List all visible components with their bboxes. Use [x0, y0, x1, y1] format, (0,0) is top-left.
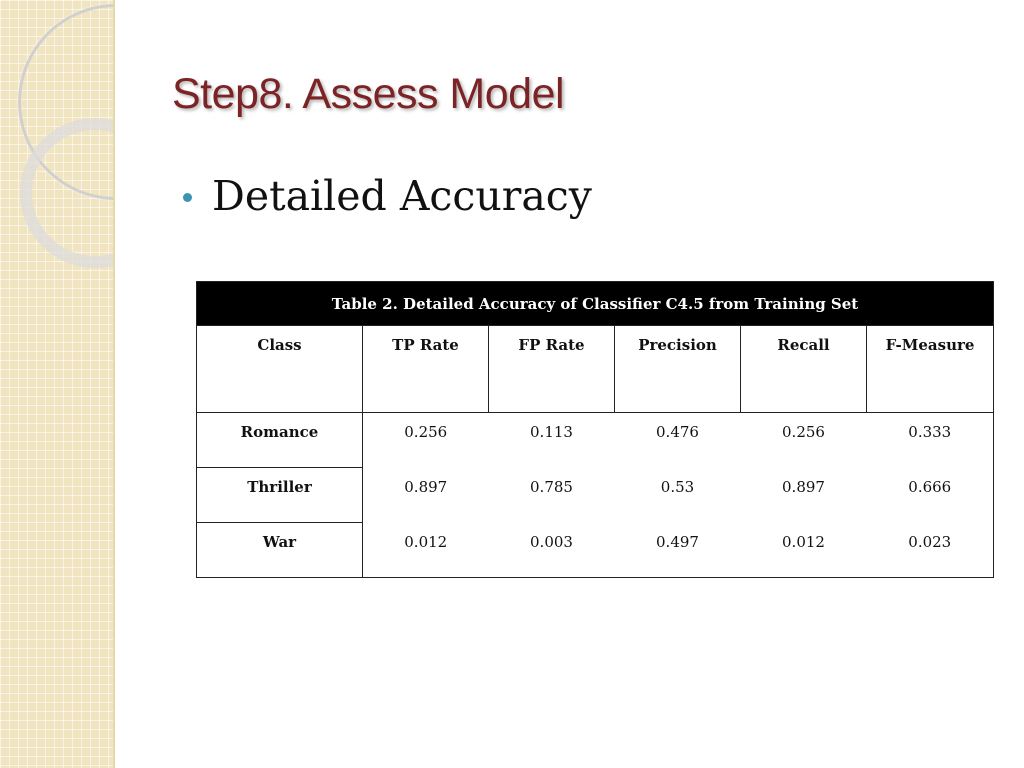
row-class-label: Thriller — [197, 468, 363, 523]
table-row — [197, 523, 994, 578]
row-class-label: Romance — [197, 413, 363, 468]
table-cell: 0.497 — [615, 523, 741, 578]
bullet-text: Detailed Accuracy — [212, 172, 592, 220]
table-cell: 0.113 — [489, 413, 615, 468]
table-cell: 0.897 — [782, 477, 825, 496]
table-cell: 0.256 — [741, 413, 867, 468]
table-cell: 0.897 — [363, 468, 489, 523]
table-cell: 0.012 — [363, 523, 489, 578]
decorative-side-panel — [0, 0, 115, 768]
table-header-row — [197, 326, 994, 413]
bullet-dot-icon — [183, 193, 192, 202]
table-cell: 0.53 — [660, 477, 695, 496]
column-header-tp-rate: TP Rate — [363, 326, 489, 413]
table-row — [197, 413, 994, 468]
table-cell: 0.476 — [615, 413, 741, 468]
table-cell: 0.003 — [489, 523, 615, 578]
table-caption-row — [197, 282, 994, 326]
table-caption: Table 2. Detailed Accuracy of Classifier C4.5 from Training Set — [197, 282, 994, 326]
column-header-f-measure: F-Measure — [867, 326, 994, 413]
accuracy-table — [196, 281, 994, 578]
slide-title: Step8. Assess Model — [172, 70, 565, 118]
column-header-class: Class — [197, 326, 363, 413]
table-cell: 0.012 — [741, 523, 867, 578]
table-cell: 0.256 — [363, 413, 489, 468]
column-header-recall: Recall — [741, 326, 867, 413]
table-cell: 0.666 — [867, 468, 994, 523]
table-cell: 0.333 — [867, 413, 994, 468]
bullet-item — [183, 168, 592, 224]
table-row — [197, 468, 994, 523]
row-class-label: War — [197, 523, 363, 578]
column-header-fp-rate: FP Rate — [489, 326, 615, 413]
column-header-precision: Precision — [615, 326, 741, 413]
table-cell: 0.023 — [867, 523, 994, 578]
table-cell: 0.785 — [530, 477, 573, 496]
